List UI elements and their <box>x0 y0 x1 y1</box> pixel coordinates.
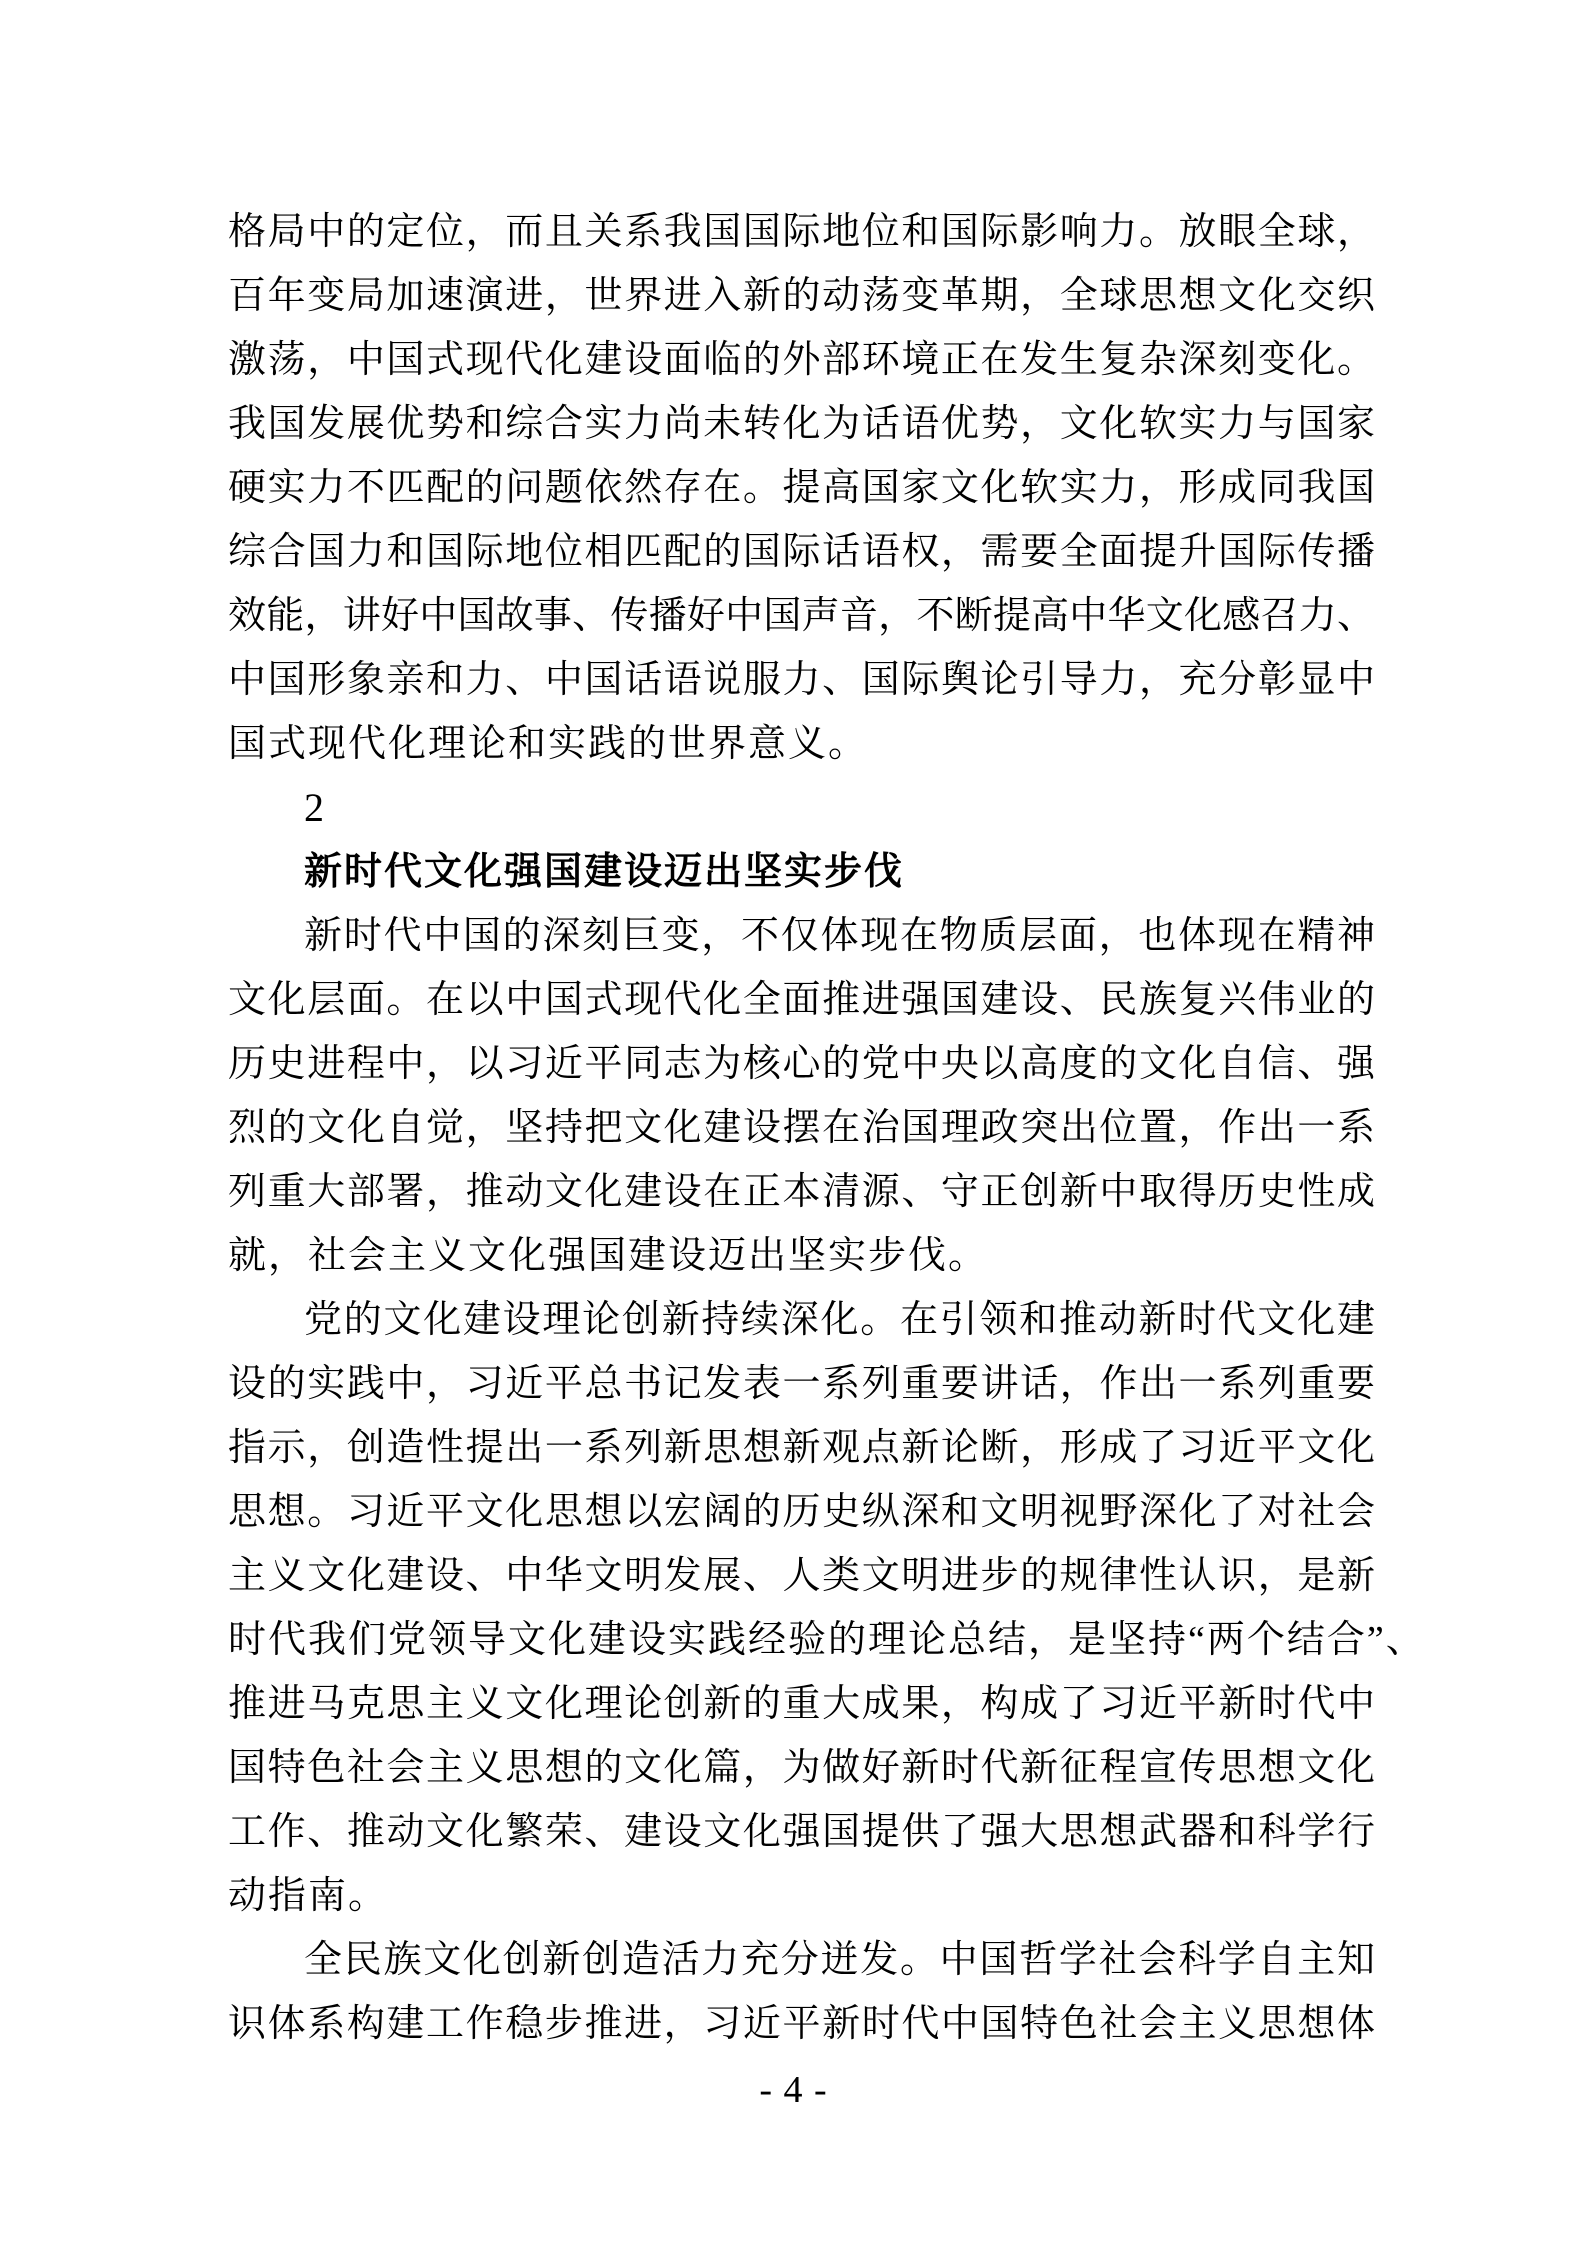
body-line: 中国形象亲和力、中国话语说服力、国际舆论引导力，充分彰显中 <box>228 659 1375 701</box>
body-line: 主义文化建设、中华文明发展、人类文明进步的规律性认识，是新 <box>228 1555 1375 1597</box>
body-line: 文化层面。在以中国式现代化全面推进强国建设、民族复兴伟业的 <box>228 979 1375 1021</box>
body-line: 列重大部署，推动文化建设在正本清源、守正创新中取得历史性成 <box>228 1171 1375 1213</box>
section-heading: 新时代文化强国建设迈出坚实步伐 <box>304 851 905 893</box>
body-line: 历史进程中，以习近平同志为核心的党中央以高度的文化自信、强 <box>228 1043 1375 1085</box>
body-line: 新时代中国的深刻巨变，不仅体现在物质层面，也体现在精神 <box>304 915 1375 957</box>
body-line: 我国发展优势和综合实力尚未转化为话语优势，文化软实力与国家 <box>228 403 1375 445</box>
body-line: 全民族文化创新创造活力充分迸发。中国哲学社会科学自主知 <box>304 1939 1375 1981</box>
body-line: 党的文化建设理论创新持续深化。在引领和推动新时代文化建 <box>304 1299 1375 1341</box>
body-line: 指示，创造性提出一系列新思想新观点新论断，形成了习近平文化 <box>228 1427 1375 1469</box>
body-line: 格局中的定位，而且关系我国国际地位和国际影响力。放眼全球， <box>228 211 1375 253</box>
page-number: - 4 - <box>759 2069 828 2111</box>
body-line: 识体系构建工作稳步推进，习近平新时代中国特色社会主义思想体 <box>228 2003 1375 2045</box>
body-line: 设的实践中，习近平总书记发表一系列重要讲话，作出一系列重要 <box>228 1363 1375 1405</box>
body-line: 硬实力不匹配的问题依然存在。提高国家文化软实力，形成同我国 <box>228 467 1375 509</box>
body-line: 综合国力和国际地位相匹配的国际话语权，需要全面提升国际传播 <box>228 531 1375 573</box>
body-line: 就，社会主义文化强国建设迈出坚实步伐。 <box>228 1235 989 1277</box>
body-line: 百年变局加速演进，世界进入新的动荡变革期，全球思想文化交织 <box>228 275 1375 317</box>
section-number: 2 <box>304 785 326 830</box>
body-line: 推进马克思主义文化理论创新的重大成果，构成了习近平新时代中 <box>228 1683 1375 1725</box>
body-line: 烈的文化自觉，坚持把文化建设摆在治国理政突出位置，作出一系 <box>228 1107 1375 1149</box>
body-line: 动指南。 <box>228 1875 389 1917</box>
body-line: 时代我们党领导文化建设实践经验的理论总结，是坚持“两个结合”、 <box>228 1619 1426 1661</box>
body-line: 国特色社会主义思想的文化篇，为做好新时代新征程宣传思想文化 <box>228 1747 1375 1789</box>
body-line: 国式现代化理论和实践的世界意义。 <box>228 723 869 765</box>
body-line: 工作、推动文化繁荣、建设文化强国提供了强大思想武器和科学行 <box>228 1811 1375 1853</box>
body-line: 激荡，中国式现代化建设面临的外部环境正在发生复杂深刻变化。 <box>228 339 1375 381</box>
body-line: 思想。习近平文化思想以宏阔的历史纵深和文明视野深化了对社会 <box>228 1491 1375 1533</box>
body-line: 效能，讲好中国故事、传播好中国声音，不断提高中华文化感召力、 <box>228 595 1375 637</box>
document-text-block <box>228 200 1426 2056</box>
